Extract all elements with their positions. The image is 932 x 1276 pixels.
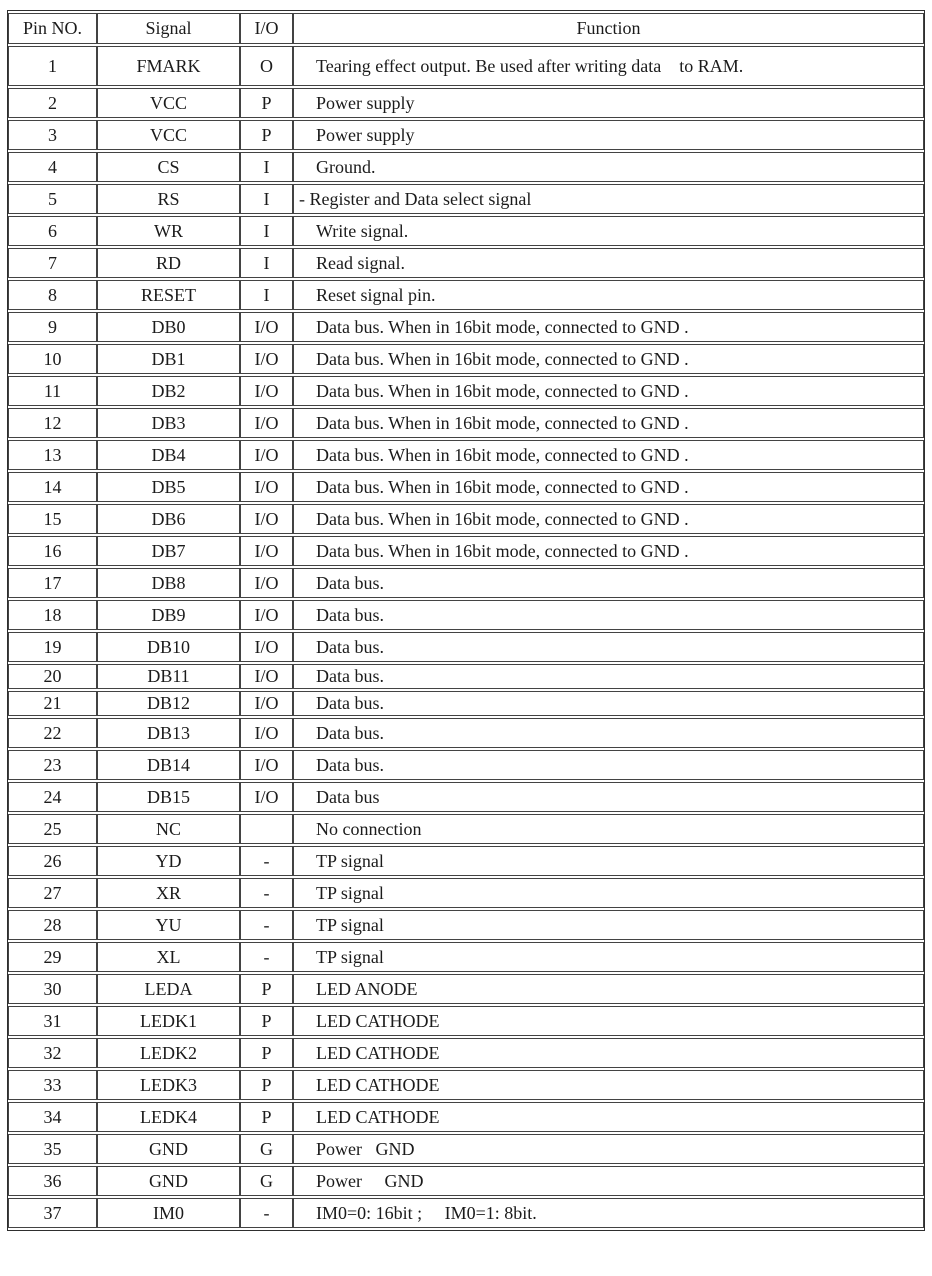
io-cell: - [240,846,293,876]
signal-cell: DB13 [97,718,240,748]
pin-number-cell: 2 [8,88,97,118]
signal-cell: DB8 [97,568,240,598]
function-cell: Ground. [293,152,924,182]
table-row [8,1006,924,1036]
table-row [8,46,924,86]
pin-number-cell: 31 [8,1006,97,1036]
io-cell: I [240,248,293,278]
signal-cell: LEDK1 [97,1006,240,1036]
io-cell: I/O [240,440,293,470]
function-cell: Power supply [293,88,924,118]
function-cell: LED CATHODE [293,1070,924,1100]
pin-number-cell: 20 [8,664,97,689]
signal-cell: RS [97,184,240,214]
function-cell: IM0=0: 16bit ; IM0=1: 8bit. [293,1198,924,1228]
io-cell: I/O [240,600,293,630]
signal-cell: DB6 [97,504,240,534]
io-cell: I/O [240,568,293,598]
pin-number-cell: 9 [8,312,97,342]
io-cell: P [240,120,293,150]
pin-number-cell: 7 [8,248,97,278]
function-cell: Write signal. [293,216,924,246]
table-row [8,568,924,598]
table-row [8,1198,924,1228]
pin-number-cell: 17 [8,568,97,598]
table-row [8,750,924,780]
signal-cell: NC [97,814,240,844]
signal-cell: DB14 [97,750,240,780]
pin-number-cell: 10 [8,344,97,374]
function-cell: No connection [293,814,924,844]
function-cell: Data bus. When in 16bit mode, connected to GND . [293,408,924,438]
table-row [8,878,924,908]
signal-cell: DB1 [97,344,240,374]
pin-description-table [7,10,925,1231]
function-cell: TP signal [293,878,924,908]
io-cell: I [240,280,293,310]
io-cell: I/O [240,536,293,566]
io-cell: P [240,1070,293,1100]
table-row [8,814,924,844]
signal-cell: WR [97,216,240,246]
table-row [8,88,924,118]
table-row [8,782,924,812]
signal-cell: LEDK4 [97,1102,240,1132]
signal-cell: DB2 [97,376,240,406]
function-cell: Data bus. [293,750,924,780]
signal-cell: CS [97,152,240,182]
pin-number-cell: 28 [8,910,97,940]
signal-cell: VCC [97,88,240,118]
io-cell: P [240,974,293,1004]
function-cell: Reset signal pin. [293,280,924,310]
pin-number-cell: 24 [8,782,97,812]
io-cell: I/O [240,312,293,342]
function-cell: Data bus. [293,632,924,662]
signal-cell: GND [97,1166,240,1196]
function-cell: TP signal [293,846,924,876]
pin-number-cell: 19 [8,632,97,662]
signal-cell: XL [97,942,240,972]
table-row [8,910,924,940]
io-cell: O [240,46,293,86]
signal-cell: DB7 [97,536,240,566]
signal-cell: DB4 [97,440,240,470]
signal-cell: GND [97,1134,240,1164]
function-cell: Power supply [293,120,924,150]
io-cell: I [240,184,293,214]
pin-number-cell: 1 [8,46,97,86]
table-row [8,216,924,246]
signal-cell: DB5 [97,472,240,502]
table-row [8,504,924,534]
signal-cell: DB10 [97,632,240,662]
table-row [8,1070,924,1100]
io-cell: I/O [240,718,293,748]
table-header-row [8,13,924,44]
function-cell: Data bus. [293,718,924,748]
signal-cell: IM0 [97,1198,240,1228]
function-cell: TP signal [293,942,924,972]
signal-cell: DB0 [97,312,240,342]
pin-number-cell: 5 [8,184,97,214]
function-cell: Data bus. When in 16bit mode, connected to GND . [293,472,924,502]
signal-cell: DB3 [97,408,240,438]
function-cell: LED CATHODE [293,1102,924,1132]
signal-cell: YU [97,910,240,940]
signal-cell: DB12 [97,691,240,716]
io-cell: G [240,1166,293,1196]
table-row [8,1102,924,1132]
function-cell: Data bus. When in 16bit mode, connected to GND . [293,376,924,406]
table-row [8,1134,924,1164]
pin-number-cell: 37 [8,1198,97,1228]
pin-number-cell: 14 [8,472,97,502]
signal-cell: DB15 [97,782,240,812]
pin-number-cell: 4 [8,152,97,182]
function-cell: Tearing effect output. Be used after writing data to RAM. [293,46,924,86]
function-cell: Power GND [293,1166,924,1196]
pin-number-cell: 32 [8,1038,97,1068]
function-cell: Data bus. [293,664,924,689]
function-cell: Data bus. When in 16bit mode, connected to GND . [293,440,924,470]
table-row [8,280,924,310]
table-row [8,718,924,748]
table-row [8,691,924,716]
signal-cell: RESET [97,280,240,310]
function-cell: Data bus. [293,691,924,716]
signal-cell: YD [97,846,240,876]
signal-cell: LEDK2 [97,1038,240,1068]
pin-number-cell: 12 [8,408,97,438]
function-cell: Data bus. When in 16bit mode, connected to GND . [293,504,924,534]
pin-number-cell: 6 [8,216,97,246]
column-header-signal: Signal [97,13,240,44]
function-cell: Data bus [293,782,924,812]
pin-table-body [8,46,924,1228]
function-cell: Data bus. [293,600,924,630]
signal-cell: DB9 [97,600,240,630]
io-cell: I/O [240,632,293,662]
io-cell: I [240,216,293,246]
pin-number-cell: 25 [8,814,97,844]
pin-number-cell: 36 [8,1166,97,1196]
table-row [8,120,924,150]
io-cell: P [240,1038,293,1068]
table-row [8,440,924,470]
table-row [8,344,924,374]
table-row [8,184,924,214]
function-cell: LED ANODE [293,974,924,1004]
function-cell: Power GND [293,1134,924,1164]
column-header-io: I/O [240,13,293,44]
io-cell: I/O [240,750,293,780]
function-cell: Data bus. [293,568,924,598]
io-cell: P [240,88,293,118]
table-row [8,664,924,689]
pin-number-cell: 15 [8,504,97,534]
column-header-pin-no: Pin NO. [8,13,97,44]
pin-number-cell: 13 [8,440,97,470]
io-cell: I/O [240,408,293,438]
signal-cell: XR [97,878,240,908]
table-row [8,376,924,406]
io-cell: I/O [240,782,293,812]
table-row [8,1038,924,1068]
pin-number-cell: 21 [8,691,97,716]
io-cell: P [240,1102,293,1132]
table-row [8,600,924,630]
pin-number-cell: 8 [8,280,97,310]
signal-cell: LEDK3 [97,1070,240,1100]
io-cell: I/O [240,664,293,689]
io-cell: I/O [240,504,293,534]
function-cell: TP signal [293,910,924,940]
table-row [8,248,924,278]
signal-cell: FMARK [97,46,240,86]
table-row [8,152,924,182]
pin-number-cell: 22 [8,718,97,748]
function-cell: Data bus. When in 16bit mode, connected to GND . [293,344,924,374]
pin-number-cell: 16 [8,536,97,566]
pin-number-cell: 3 [8,120,97,150]
signal-cell: RD [97,248,240,278]
table-row [8,942,924,972]
signal-cell: VCC [97,120,240,150]
function-cell: LED CATHODE [293,1038,924,1068]
io-cell: G [240,1134,293,1164]
table-row [8,472,924,502]
io-cell: - [240,1198,293,1228]
pin-number-cell: 34 [8,1102,97,1132]
io-cell: - [240,910,293,940]
table-row [8,312,924,342]
signal-cell: DB11 [97,664,240,689]
io-cell: I/O [240,376,293,406]
function-cell: Data bus. When in 16bit mode, connected to GND . [293,312,924,342]
table-row [8,1166,924,1196]
pin-number-cell: 35 [8,1134,97,1164]
io-cell: I/O [240,472,293,502]
pin-number-cell: 26 [8,846,97,876]
io-cell: I/O [240,691,293,716]
pin-number-cell: 29 [8,942,97,972]
io-cell: I/O [240,344,293,374]
pin-number-cell: 18 [8,600,97,630]
pin-number-cell: 27 [8,878,97,908]
function-cell: - Register and Data select signal [293,184,924,214]
pin-number-cell: 23 [8,750,97,780]
table-row [8,536,924,566]
table-row [8,846,924,876]
signal-cell: LEDA [97,974,240,1004]
pin-number-cell: 33 [8,1070,97,1100]
pin-number-cell: 30 [8,974,97,1004]
table-row [8,632,924,662]
function-cell: Read signal. [293,248,924,278]
function-cell: Data bus. When in 16bit mode, connected to GND . [293,536,924,566]
io-cell: P [240,1006,293,1036]
table-row [8,974,924,1004]
function-cell: LED CATHODE [293,1006,924,1036]
table-row [8,408,924,438]
column-header-function: Function [293,13,924,44]
io-cell: - [240,878,293,908]
io-cell [240,814,293,844]
io-cell: - [240,942,293,972]
pin-number-cell: 11 [8,376,97,406]
io-cell: I [240,152,293,182]
